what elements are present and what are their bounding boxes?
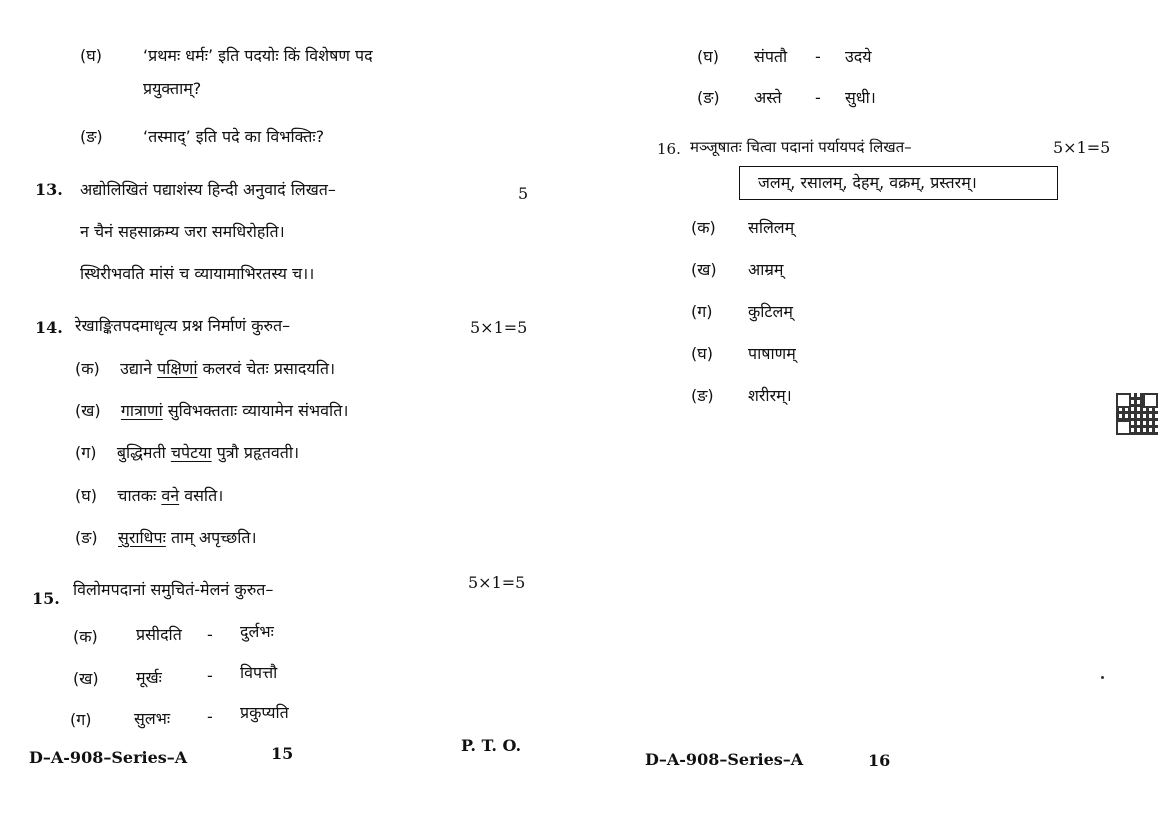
item-pre: उद्याने	[120, 359, 152, 378]
q15-row-ka-match: दुर्लभः	[240, 622, 274, 641]
item-post: कलरवं चेतः प्रसादयति।	[202, 359, 336, 378]
q16-item-nga-word: शरीरम्।	[748, 386, 792, 405]
q15-row-ga-label: (ग)	[70, 710, 92, 729]
q15-row-kha-word: मूर्खः	[136, 668, 162, 687]
q14-item-kha	[75, 401, 348, 421]
underlined-word: सुराधिपः	[118, 528, 166, 547]
item-label: (ख)	[75, 401, 101, 420]
q12-nga-text: ‘तस्माद्’ इति पदे का विभक्तिः?	[143, 127, 325, 146]
q16-item-ga-word: कुटिलम्	[748, 302, 793, 321]
qr-code	[1116, 393, 1158, 435]
q14-prompt: रेखाङ्कितपदमाधृत्य प्रश्न निर्माणं कुरुत–	[75, 316, 291, 335]
q16-item-kha-word: आम्रम्	[748, 260, 784, 279]
q15-row-nga-label: (ङ)	[697, 88, 720, 107]
item-pre: बुद्धिमती	[116, 443, 166, 462]
q14-marks: 5×1=5	[470, 318, 528, 337]
underlined-word: गात्राणां	[120, 401, 163, 420]
q14-item-ga	[75, 443, 299, 463]
q16-item-kha-label: (ख)	[691, 260, 717, 279]
q13-number: 13.	[35, 180, 63, 199]
left-footer-page-number: 15	[271, 744, 294, 763]
q12-gha-line2: प्रयुक्ताम्?	[143, 79, 202, 98]
q14-number: 14.	[35, 318, 63, 337]
item-post: सुविभक्तताः व्यायामेन संभवति।	[167, 401, 349, 420]
q16-marks: 5×1=5	[1053, 138, 1111, 157]
item-post: वसति।	[184, 486, 224, 505]
q15-row-ga-dash: -	[207, 707, 213, 726]
q15-row-ga-match: प्रकुप्यति	[240, 703, 289, 722]
q15-row-ka-dash: -	[207, 625, 213, 644]
q15-row-ka-word: प्रसीदति	[136, 625, 182, 644]
q15-row-gha-dash: -	[815, 47, 821, 66]
q14-item-gha	[75, 486, 223, 506]
underlined-word: वने	[161, 486, 180, 505]
q15-row-kha-label: (ख)	[73, 669, 99, 688]
q15-row-nga-dash: -	[815, 88, 821, 107]
underlined-word: चपेटया	[170, 443, 212, 462]
q15-row-gha-match: उदये	[845, 47, 872, 66]
q13-marks: 5	[518, 184, 529, 203]
q15-row-gha-label: (घ)	[697, 47, 719, 66]
q16-item-gha-word: पाषाणम्	[748, 344, 796, 363]
q16-item-ka-word: सलिलम्	[748, 218, 795, 237]
q12-gha-label: (घ)	[80, 46, 102, 65]
item-pre: चातकः	[117, 486, 157, 505]
item-label: (ङ)	[75, 528, 98, 547]
q14-item-ka	[75, 359, 335, 379]
pto-marker: P. T. O.	[461, 736, 522, 755]
q12-gha-line1: ‘प्रथमः धर्मः’ इति पदयोः किं विशेषण पद	[143, 46, 373, 65]
item-label: (ग)	[75, 443, 97, 462]
left-footer-code: D–A-908–Series–A	[29, 748, 188, 767]
q15-row-nga-match: सुधी।	[845, 88, 876, 107]
q15-row-kha-dash: -	[207, 666, 213, 685]
item-label: (घ)	[75, 486, 97, 505]
q15-row-ga-word: सुलभः	[134, 709, 171, 728]
q13-prompt: अद्योलिखितं पद्याशंस्य हिन्दी अनुवादं लिखत–	[80, 180, 336, 199]
q13-verse-line-1: न चैनं सहसाक्रम्य जरा समधिरोहति।	[80, 222, 285, 241]
word-box-text: जलम्, रसालम्, देहम्, वक्रम्, प्रस्तरम्।	[758, 173, 977, 192]
q15-row-gha-word: संपतौ	[754, 47, 788, 66]
q12-nga-label: (ङ)	[80, 127, 103, 146]
q16-item-gha-label: (घ)	[691, 344, 713, 363]
q16-item-nga-label: (ङ)	[691, 386, 714, 405]
right-footer-code: D–A-908–Series–A	[645, 750, 804, 769]
q15-row-nga-word: अस्ते	[754, 88, 782, 107]
q16-item-ka-label: (क)	[691, 218, 716, 237]
q16-item-ga-label: (ग)	[691, 302, 713, 321]
q16-number: 16.	[657, 140, 681, 158]
underlined-word: पक्षिणां	[157, 359, 198, 378]
item-post: ताम् अपृच्छति।	[170, 528, 257, 547]
q13-verse-line-2: स्थिरीभवति मांसं च व्यायामाभिरतस्य च।।	[80, 264, 315, 283]
q15-number: 15.	[32, 589, 60, 608]
q15-prompt: विलोमपदानां समुचितं-मेलनं कुरुत–	[73, 580, 274, 599]
q16-prompt: मञ्जूषातः चित्वा पदानां पर्यायपदं लिखत–	[690, 138, 912, 156]
q15-row-kha-match: विपत्तौ	[240, 663, 278, 682]
q15-row-ka-label: (क)	[73, 627, 98, 646]
q15-marks: 5×1=5	[468, 573, 526, 592]
right-footer-page-number: 16	[868, 751, 891, 770]
item-label: (क)	[75, 359, 100, 378]
q14-item-nga	[75, 528, 257, 548]
scan-speck	[1101, 676, 1104, 679]
item-post: पुत्रौ प्रहृतवती।	[216, 443, 300, 462]
